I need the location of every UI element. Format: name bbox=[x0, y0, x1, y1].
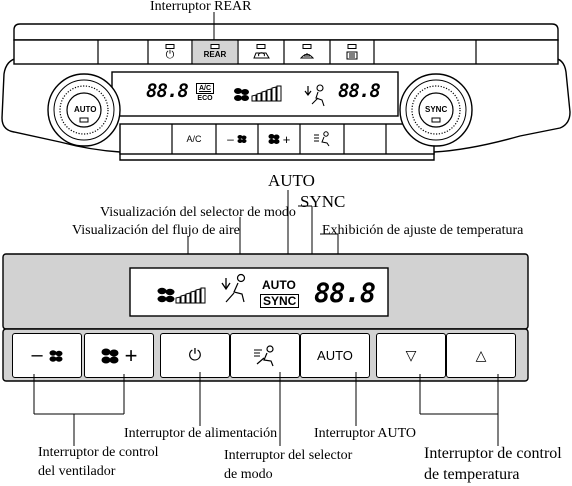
power-icon: ⏻ bbox=[165, 49, 175, 61]
rear-switch-callout: Interruptor REAR bbox=[150, 0, 252, 14]
left-temp-display: 88.8 bbox=[146, 80, 188, 102]
auto-switch-callout: Interruptor AUTO bbox=[314, 426, 416, 441]
auto-callout: AUTO bbox=[268, 171, 315, 190]
eco-indicator-label: ECO bbox=[197, 95, 213, 102]
minus-sign: – bbox=[31, 344, 43, 366]
display-sync-indicator: SYNC bbox=[260, 294, 299, 308]
temp-setting-display-callout: Exhibición de ajuste de temperatura bbox=[322, 223, 524, 238]
display-temperature: 88.8 bbox=[314, 278, 376, 309]
triangle-up-icon: △ bbox=[475, 347, 487, 363]
minus-sign: – bbox=[227, 132, 234, 146]
right-temp-display: 88.8 bbox=[338, 80, 380, 102]
display-auto-indicator: AUTO bbox=[262, 278, 296, 292]
fan-switch-callout-line1: Interruptor de control bbox=[38, 445, 159, 460]
ac-button[interactable]: A/C bbox=[186, 134, 202, 144]
plus-sign: + bbox=[282, 131, 291, 147]
mode-switch-callout-line2: de modo bbox=[224, 467, 273, 482]
auto-knob-label: AUTO bbox=[74, 105, 97, 114]
power-icon: ⏻ bbox=[188, 346, 202, 364]
airflow-display-callout: Visualización del flujo de aire bbox=[72, 223, 240, 238]
mode-switch-callout-line1: Interruptor del selector bbox=[224, 448, 353, 463]
ac-indicator-label: A/C bbox=[196, 83, 214, 94]
triangle-down-icon: ▽ bbox=[405, 347, 417, 363]
temp-switch-callout-line1: Interruptor de control bbox=[424, 445, 562, 462]
mode-selector-display-callout: Visualización del selector de modo bbox=[100, 205, 296, 220]
power-switch-callout: Interruptor de alimentación bbox=[124, 426, 278, 441]
rear-button-label: REAR bbox=[203, 50, 227, 59]
auto-button[interactable]: AUTO bbox=[300, 333, 370, 378]
temp-switch-callout-line2: de temperatura bbox=[424, 466, 520, 483]
sync-callout: SYNC bbox=[300, 192, 346, 211]
fan-switch-callout-line2: del ventilador bbox=[38, 464, 116, 479]
plus-sign: + bbox=[124, 342, 138, 368]
sync-knob-label: SYNC bbox=[425, 105, 448, 114]
